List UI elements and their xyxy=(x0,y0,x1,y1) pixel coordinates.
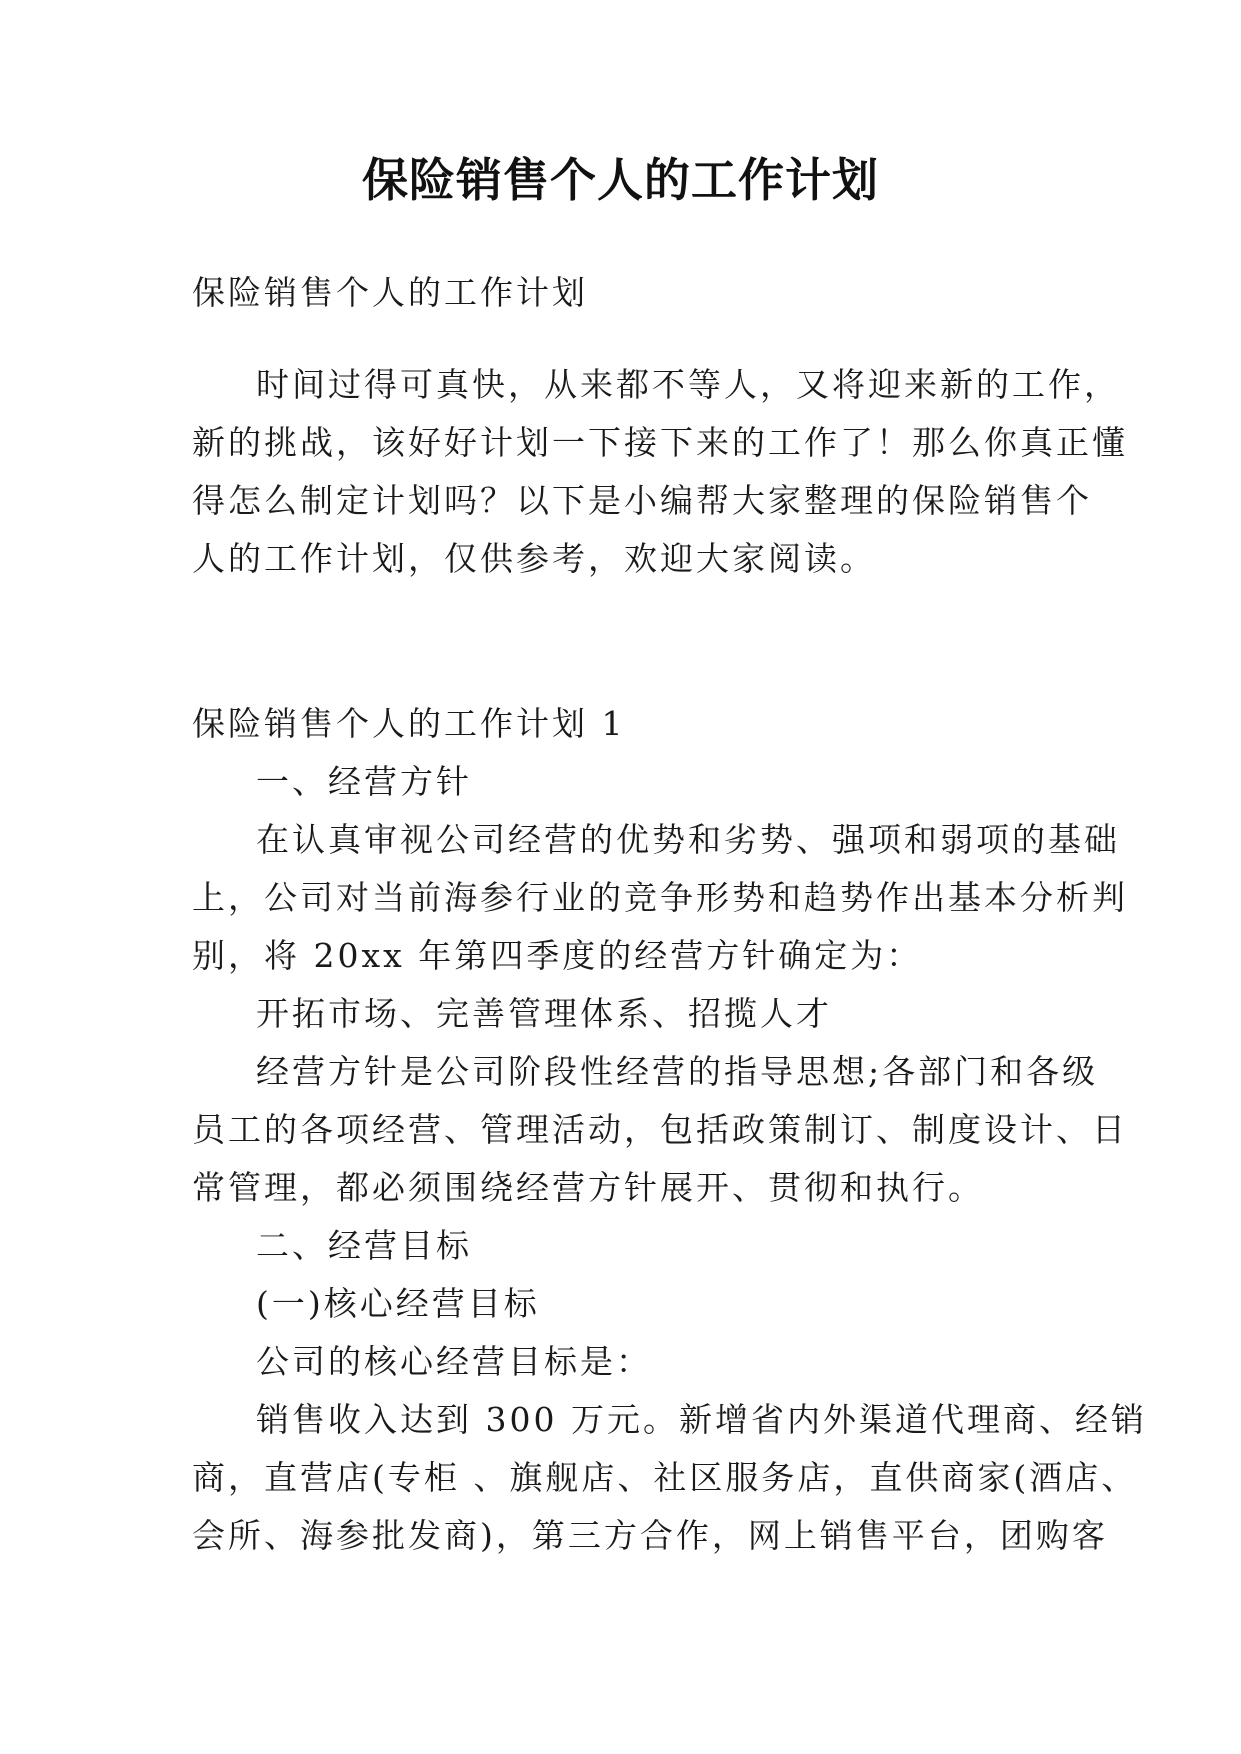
body-line: 在认真审视公司经营的优势和劣势、强项和弱项的基础 xyxy=(256,820,1120,859)
body-line: 别，将 20xx 年第四季度的经营方针确定为： xyxy=(192,936,923,975)
body-line: 上，公司对当前海参行业的竞争形势和趋势作出基本分析判 xyxy=(192,878,1128,917)
subsection-heading: (一)核心经营目标 xyxy=(256,1284,540,1323)
body-line: 商，直营店(专柜 、旗舰店、社区服务店，直供商家(酒店、 xyxy=(192,1458,1138,1497)
intro-line: 时间过得可真快，从来都不等人，又将迎来新的工作， xyxy=(256,365,1120,404)
section-1 xyxy=(192,695,1147,1565)
body-line: 员工的各项经营、管理活动，包括政策制订、制度设计、日 xyxy=(192,1110,1128,1149)
document-subtitle: 保险销售个人的工作计划 xyxy=(192,273,588,312)
subsection-heading: 一、经营方针 xyxy=(256,762,472,801)
body-line: 常管理，都必须围绕经营方针展开、贯彻和执行。 xyxy=(192,1168,984,1207)
body-line: 开拓市场、完善管理体系、招揽人才 xyxy=(256,994,832,1033)
body-line: 销售收入达到 300 万元。新增省内外渠道代理商、经销 xyxy=(256,1400,1147,1439)
intro-line: 人的工作计划，仅供参考，欢迎大家阅读。 xyxy=(192,539,876,578)
subsection-heading: 二、经营目标 xyxy=(256,1226,472,1265)
intro-line: 得怎么制定计划吗？以下是小编帮大家整理的保险销售个 xyxy=(192,481,1092,520)
document-title: 保险销售个人的工作计划 xyxy=(362,153,879,207)
document-subtitle-block xyxy=(192,264,1066,322)
body-line: 经营方针是公司阶段性经营的指导思想;各部门和各级 xyxy=(256,1052,1099,1091)
body-line: 公司的核心经营目标是： xyxy=(256,1342,652,1381)
intro-paragraph xyxy=(192,356,1128,588)
intro-line: 新的挑战，该好好计划一下接下来的工作了！那么你真正懂 xyxy=(192,423,1128,462)
section-heading: 保险销售个人的工作计划 1 xyxy=(192,704,626,743)
body-line: 会所、海参批发商)，第三方合作，网上销售平台，团购客 xyxy=(192,1516,1108,1555)
